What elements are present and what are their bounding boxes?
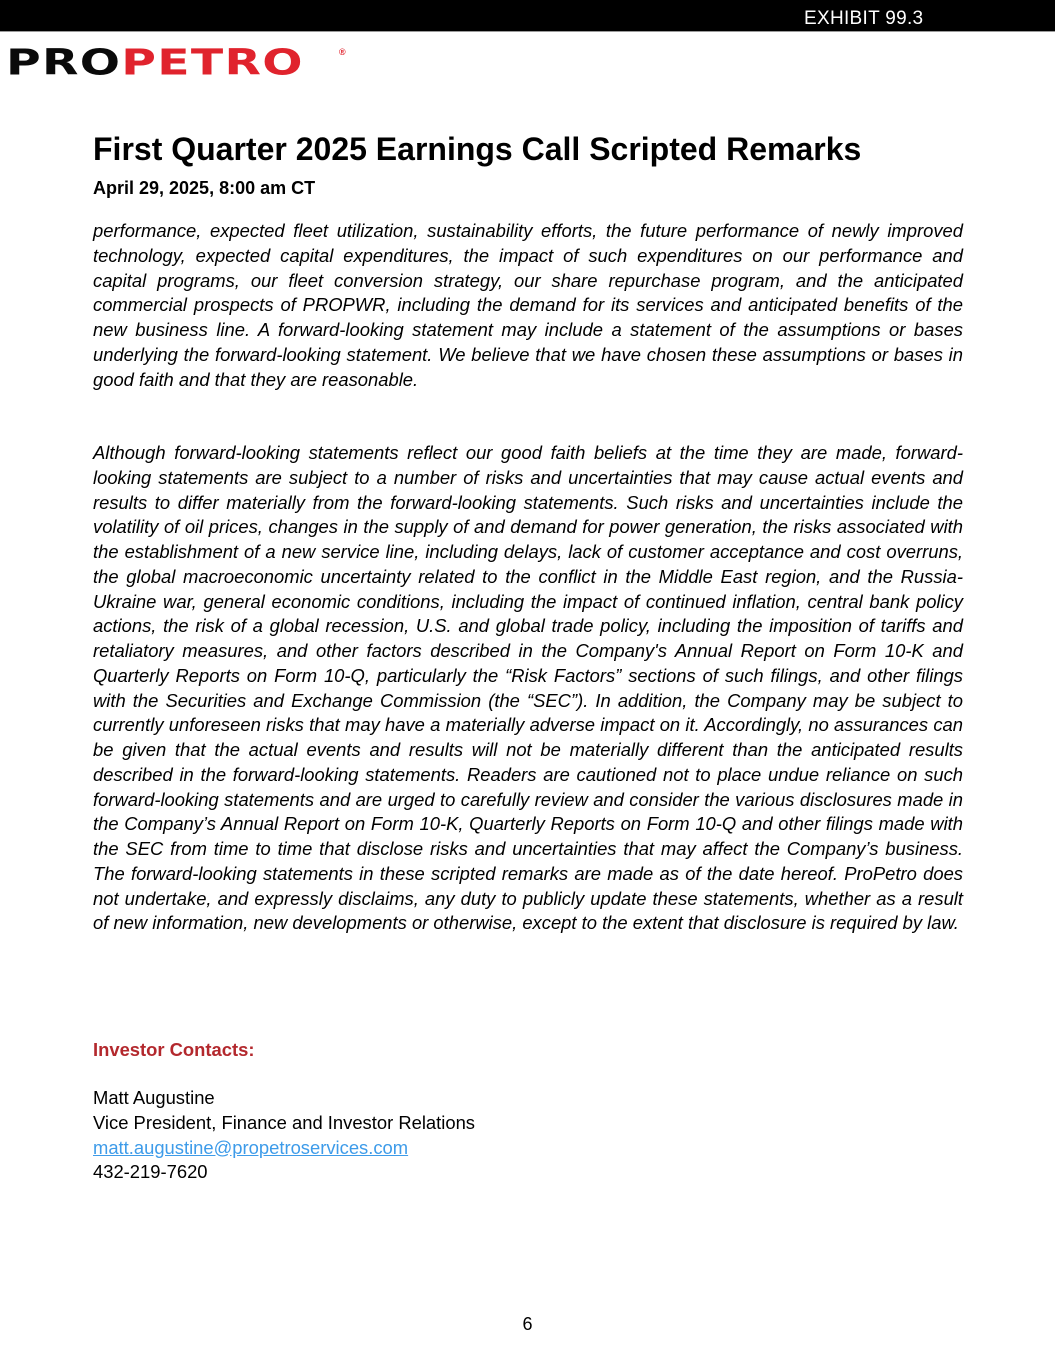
call-date-subtitle: April 29, 2025, 8:00 am CT [93, 178, 316, 198]
forward-looking-paragraph-1: performance, expected fleet utilization, sustainability efforts, the future performance of newly improved technology, expected capital expenditures, the impact of such expenditures on our performance and capital programs, our fleet conversion strategy, our share repurchase program, and the anticipated commercial prospects of PROPWR, including the demand for its services and anticipated benefits of the new business line. A forward-looking statement may include a statement of the assumptions or bases underlying the forward-looking statement. We believe that we have chosen these assumptions or bases in good faith and that they are reasonable. [93, 220, 963, 390]
contact-position: Vice President, Finance and Investor Relations [93, 1111, 475, 1133]
logo-part-petro: PETRO [121, 42, 304, 83]
investor-contacts-heading: Investor Contacts: [93, 1039, 255, 1060]
contact-name: Matt Augustine [93, 1087, 215, 1108]
registered-mark-icon: ® [339, 47, 346, 57]
propetro-logo [6, 42, 346, 84]
investor-contact-card [93, 1086, 475, 1185]
contact-email-link[interactable]: matt.augustine@propetroservices.com [93, 1136, 409, 1158]
exhibit-header-bar [0, 0, 1055, 32]
page-title: First Quarter 2025 Earnings Call Scripted Remarks [93, 131, 862, 167]
page-number: 6 [522, 1314, 533, 1334]
logo-wordmark [6, 44, 304, 82]
forward-looking-paragraph-2: Although forward-looking statements reflect our good faith beliefs at the time they are made, forward-looking statements are subject to a number of risks and uncertainties that may cause actual events and results to differ materially from the forward-looking statements. Such risks and uncertainties include the volatility of oil prices, changes in the supply of and demand for power generation, the risks associated with the establishment of a new service line, including delays, lack of customer acceptance and cost overruns, the global macroeconomic uncertainty related to the conflict in the Middle East region, and the Russia-Ukraine war, general economic conditions, including the impact of continued inflation, central bank policy actions, the risk of a global recession, U.S. and global trade policy, including the imposition of tariffs and retaliatory measures, and other factors described in the Company's Annual Report on Form 10-K and Quarterly Reports on Form 10-Q, particularly the “Risk Factors” sections of such filings, and other filings with the Securities and Exchange Commission (the “SEC”). In addition, the Company may be subject to currently unforeseen risks that may have a materially adverse impact on it. Accordingly, no assurances can be given that the actual events and results will not be materially different than the anticipated results described in the forward-looking statements. Readers are cautioned not to place undue reliance on such forward-looking statements and are urged to carefully review and consider the various disclosures made in the Company’s Annual Report on Form 10-K, Quarterly Reports on Form 10-Q and other filings made with the SEC from time to time that disclose risks and uncertainties that may affect the Company’s business. The forward-looking statements in these scripted remarks are made as of the date hereof. ProPetro does not undertake, and expressly disclaims, any duty to publicly update these statements, whether as a result of new information, new developments or otherwise, except to the extent that disclosure is required by law. [93, 442, 963, 934]
logo-part-pro: PRO [6, 42, 122, 83]
contact-phone: 432-219-7620 [93, 1161, 208, 1183]
exhibit-label: EXHIBIT 99.3 [804, 8, 924, 29]
